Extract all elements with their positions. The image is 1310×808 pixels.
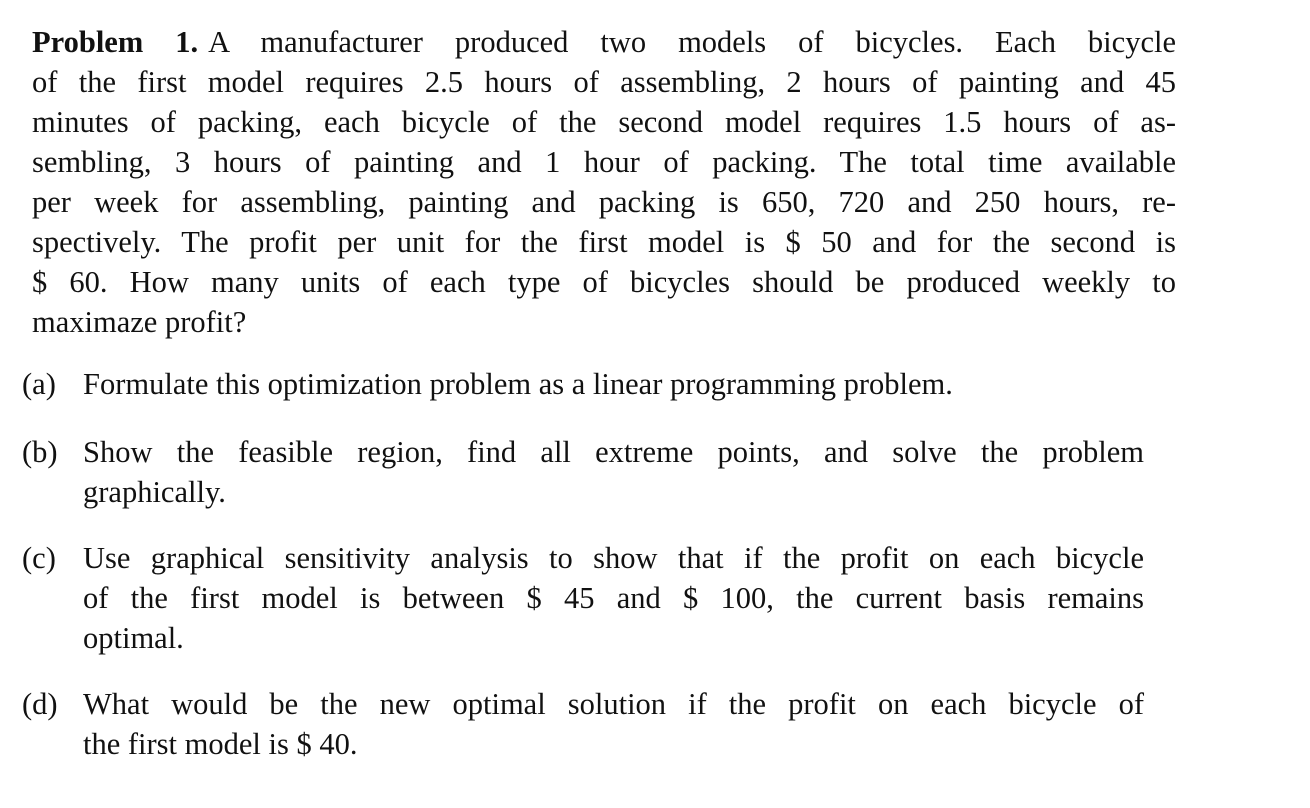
problem-text-line: maximaze profit? — [32, 305, 247, 339]
part-d — [22, 684, 1144, 764]
problem-statement — [32, 22, 1176, 342]
part-text — [83, 432, 1144, 512]
part-marker: (a) — [22, 367, 56, 401]
problem-heading: Problem 1. — [32, 25, 199, 59]
problem-document — [32, 22, 1176, 342]
problem-text-line: A manufacturer produced two models of bicycles. Each bicycle — [208, 25, 1176, 59]
problem-text-line: minutes of packing, each bicycle of the second model requires 1.5 hours of as- — [32, 105, 1176, 139]
part-text-line: of the first model is between $ 45 and $ 100, the current basis remains — [83, 581, 1144, 615]
problem-text-line: per week for assembling, painting and packing is 650, 720 and 250 hours, re- — [32, 185, 1176, 219]
part-text — [83, 684, 1144, 764]
part-c — [22, 538, 1144, 658]
part-text-line: What would be the new optimal solution if the profit on each bicycle of — [83, 687, 1144, 721]
problem-line-1 — [32, 22, 1176, 62]
part-text-line: Use graphical sensitivity analysis to show that if the profit on each bicycle — [83, 541, 1144, 575]
part-marker: (b) — [22, 435, 58, 469]
problem-text-line: sembling, 3 hours of painting and 1 hour of packing. The total time available — [32, 145, 1176, 179]
problem-text-line: $ 60. How many units of each type of bicycles should be produced weekly to — [32, 265, 1176, 299]
part-b — [22, 432, 1144, 512]
problem-text-line: of the first model requires 2.5 hours of assembling, 2 hours of painting and 45 — [32, 65, 1176, 99]
part-text-line: the first model is $ 40. — [83, 727, 358, 761]
part-text — [83, 364, 1144, 404]
part-text-line: optimal. — [83, 621, 184, 655]
part-text-line: Show the feasible region, find all extreme points, and solve the problem — [83, 435, 1144, 469]
part-text-line: Formulate this optimization problem as a linear programming problem. — [83, 367, 953, 401]
part-marker: (d) — [22, 687, 58, 721]
part-text-line: graphically. — [83, 475, 226, 509]
part-text — [83, 538, 1144, 658]
part-a — [22, 364, 1144, 404]
problem-text-line: spectively. The profit per unit for the first model is $ 50 and for the second is — [32, 225, 1176, 259]
part-marker: (c) — [22, 541, 56, 575]
